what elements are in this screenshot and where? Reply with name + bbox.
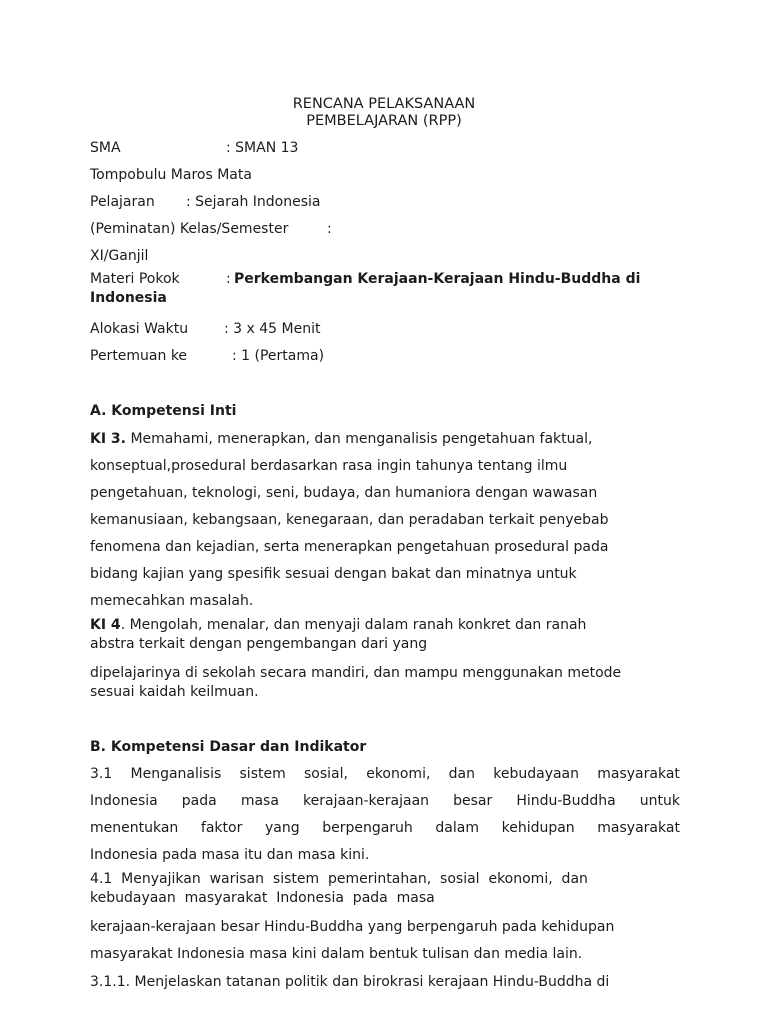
kd31-l2-w6: untuk xyxy=(639,793,680,809)
ki3-line6: bidang kajian yang spesifik sesuai dengan bakat dan minatnya untuk xyxy=(90,566,577,582)
sma-value: : SMAN 13 xyxy=(226,140,299,156)
kd31-l1-w2: sistem xyxy=(239,766,286,782)
peminatan-colon: : xyxy=(327,221,332,237)
kd31-l2-w5: Hindu-Buddha xyxy=(516,793,616,809)
kd31-l2-w4: besar xyxy=(453,793,493,809)
section-b-heading: B. Kompetensi Dasar dan Indikator xyxy=(90,739,367,755)
sma-label: SMA xyxy=(90,140,121,156)
ki3-label: KI 3. xyxy=(90,431,126,447)
ki3-line4: kemanusiaan, kebangsaan, kenegaraan, dan peradaban terkait penyebab xyxy=(90,512,609,528)
school-continuation: Tompobulu Maros Mata xyxy=(90,167,252,183)
kd31-l1-w6: kebudayaan xyxy=(493,766,580,782)
sma-row xyxy=(90,139,121,157)
ki4-line2: abstra terkait dengan pengembangan dari yang xyxy=(90,636,428,652)
kd31-l2-w2: masa xyxy=(240,793,279,809)
section-a-heading: A. Kompetensi Inti xyxy=(90,403,237,419)
ki4-line3: dipelajarinya di sekolah secara mandiri, dan mampu menggunakan metode xyxy=(90,665,622,681)
ki4-line1 xyxy=(90,616,586,634)
kd31-l1-w3: sosial, xyxy=(303,766,348,782)
document-title-line1: RENCANA PELAKSANAAN xyxy=(292,96,476,112)
kd31-l3-w4: dalam xyxy=(435,820,479,836)
document-title-line2: PEMBELAJARAN (RPP) xyxy=(306,113,462,129)
kd31-line4: Indonesia pada masa itu dan masa kini. xyxy=(90,847,370,863)
kd31-line1 xyxy=(90,765,680,783)
pelajaran-label: Pelajaran xyxy=(90,194,155,210)
kd31-l3-w1: faktor xyxy=(200,820,243,836)
kd31-l2-w0: Indonesia xyxy=(90,793,158,809)
alokasi-value: : 3 x 45 Menit xyxy=(224,321,321,337)
ki3-text-line1: Memahami, menerapkan, dan menganalisis pengetahuan faktual, xyxy=(126,431,593,447)
peminatan-line: (Peminatan) Kelas/Semester xyxy=(90,221,289,237)
kd31-l1-w5: dan xyxy=(448,766,475,782)
ki3-line1 xyxy=(90,430,592,448)
ki4-label: KI 4 xyxy=(90,617,121,633)
pertemuan-value: : 1 (Pertama) xyxy=(232,348,325,364)
kd31-l2-w1: pada xyxy=(181,793,217,809)
ki3-line3: pengetahuan, teknologi, seni, budaya, dan humaniora dengan wawasan xyxy=(90,485,598,501)
ki4-text-line1: . Mengolah, menalar, dan menyaji dalam ranah konkret dan ranah xyxy=(120,617,587,633)
kd31-line3 xyxy=(90,819,680,837)
ki3-line7: memecahkan masalah. xyxy=(90,593,254,609)
ki4-line4: sesuai kaidah keilmuan. xyxy=(90,684,259,700)
kd31-l3-w6: masyarakat xyxy=(597,820,680,836)
kd31-l3-w0: menentukan xyxy=(90,820,179,836)
kd31-l2-w3: kerajaan-kerajaan xyxy=(303,793,430,809)
pertemuan-label: Pertemuan ke xyxy=(90,348,188,364)
ki3-line2: konseptual,prosedural berdasarkan rasa ingin tahunya tentang ilmu xyxy=(90,458,568,474)
kd31-l1-w7: masyarakat xyxy=(597,766,680,782)
kd31-line2 xyxy=(90,792,680,810)
materi-colon: : xyxy=(226,271,231,287)
kd41-line4: masyarakat Indonesia masa kini dalam bentuk tulisan dan media lain. xyxy=(90,946,583,962)
kd31-l3-w3: berpengaruh xyxy=(322,820,413,836)
materi-label: Materi Pokok xyxy=(90,271,180,287)
kd31-l3-w2: yang xyxy=(264,820,300,836)
kd31-l1-w4: ekonomi, xyxy=(366,766,431,782)
alokasi-label: Alokasi Waktu xyxy=(90,321,189,337)
pelajaran-value: : Sejarah Indonesia xyxy=(186,194,321,210)
kd41-line2: kebudayaan masyarakat Indonesia pada masa xyxy=(90,890,435,906)
kd41-line3: kerajaan-kerajaan besar Hindu-Buddha yang berpengaruh pada kehidupan xyxy=(90,919,615,935)
kd41-line1: 4.1 Menyajikan warisan sistem pemerintahan, sosial ekonomi, dan xyxy=(90,871,588,887)
kd31-l1-w1: Menganalisis xyxy=(130,766,222,782)
kd31-l3-w5: kehidupan xyxy=(501,820,575,836)
ki3-line5: fenomena dan kejadian, serta menerapkan pengetahuan prosedural pada xyxy=(90,539,609,555)
kelas-value: XI/Ganjil xyxy=(90,248,149,264)
materi-value-line2: Indonesia xyxy=(90,290,167,306)
materi-value-line1: Perkembangan Kerajaan-Kerajaan Hindu-Buddha di xyxy=(234,271,641,287)
kd31-l1-w0: 3.1 xyxy=(90,766,113,782)
indicator-311-line1: 3.1.1. Menjelaskan tatanan politik dan birokrasi kerajaan Hindu-Buddha di xyxy=(90,974,610,990)
